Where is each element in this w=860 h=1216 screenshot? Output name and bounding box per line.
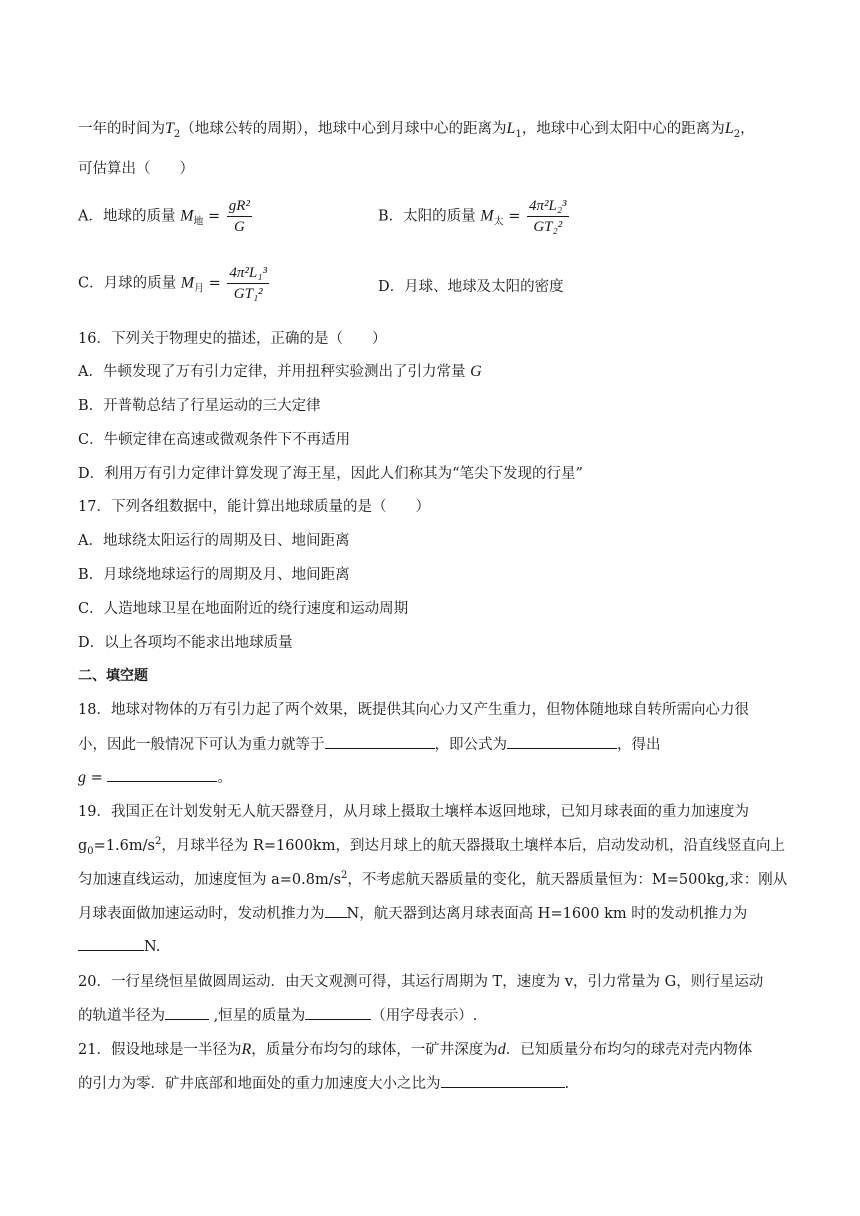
q15-text: ，地球中心到太阳中心的距离为 (521, 121, 725, 137)
q18-text: ，即公式为 (434, 737, 507, 753)
q19-text: ，月球半径为 R=1600km，到达月球上的航天器摄取土壤样本后，启动发动机，沿直线竖直向上 (161, 838, 785, 854)
answer-blank[interactable] (78, 936, 144, 951)
q19-sup: 2 (154, 836, 162, 848)
var-M-sub: 地 (193, 216, 204, 228)
answer-blank[interactable] (507, 734, 617, 749)
q19-text: =1.6m/s (93, 838, 155, 854)
q21-text: 21．假设地球是一半径为 (78, 1042, 242, 1058)
fraction-denominator: GT₂² (533, 219, 563, 235)
answer-blank[interactable] (325, 903, 347, 918)
q18-line3 (78, 766, 232, 787)
q19-line2 (78, 834, 785, 857)
option-label: A．地球的质量 (78, 208, 176, 225)
q21-line2 (78, 1072, 569, 1093)
var-G: G (470, 363, 482, 380)
q15-option-b: B．太阳的质量 $M_太$ = $\frac{\text{4π²L₂³}}{\text{GT₂²}}$ (378, 198, 567, 235)
var-M-sub: 太 (493, 216, 504, 228)
q21-text: ，质量分布均匀的球体，一矿井深度为 (251, 1042, 498, 1058)
q19-text: 月球表面做加速运动时，发动机推力为 (78, 906, 325, 922)
q16-option-a (78, 360, 482, 381)
answer-blank[interactable] (325, 734, 435, 749)
fraction-denominator: G (233, 219, 245, 235)
q20-text: 的轨道半径为 (78, 1008, 165, 1024)
q15-option-d: D．月球、地球及太阳的密度 (378, 279, 564, 295)
var-R: R (241, 1041, 252, 1058)
q20-text: （用字母表示）. (371, 1008, 478, 1024)
q19-text: 匀加速直线运动，加速度恒为 a=0.8m/s (78, 872, 342, 888)
q15-text: （地球公转的周期），地球中心到月球中心的距离为 (180, 121, 507, 137)
q19-line4 (78, 902, 747, 923)
q16-option-c: C．牛顿定律在高速或微观条件下不再适用 (78, 432, 351, 448)
var-L-sub: 1 (515, 128, 522, 140)
var-M-sub: 月 (194, 283, 205, 295)
answer-blank[interactable] (107, 767, 217, 782)
var-g: g (78, 769, 86, 786)
fraction-numerator: gR² (227, 197, 252, 217)
q16-option-d: D．利用万有引力定律计算发现了海王星，因此人们称其为“笔尖下发现的行星” (78, 466, 583, 482)
q20-line2 (78, 1004, 477, 1025)
answer-blank[interactable] (305, 1005, 371, 1020)
option-text: A．牛顿发现了万有引力定律，并用扭秤实验测出了引力常量 (78, 364, 466, 380)
fraction (527, 197, 569, 236)
q17-option-c: C．人造地球卫星在地面附近的绕行速度和运动周期 (78, 601, 409, 617)
q15-line2: 可估算出（ ） (78, 161, 194, 177)
q20-text: ,恒星的质量为 (209, 1008, 306, 1024)
q21-text: ．已知质量分布均匀的球壳对壳内物体 (505, 1042, 753, 1058)
q19-sup: 2 (341, 870, 348, 882)
option-label: B．太阳的质量 (378, 208, 476, 225)
var-T-sub: 2 (173, 128, 181, 140)
answer-blank[interactable] (165, 1005, 209, 1020)
q19-line3 (78, 868, 787, 889)
q21-text: 的引力为零．矿井底部和地面处的重力加速度大小之比为 (78, 1076, 441, 1092)
fraction-denominator: GT₁² (233, 286, 263, 302)
q17-option-b: B．月球绕地球运行的周期及月、地间距离 (78, 567, 350, 583)
q21-text: . (564, 1076, 570, 1092)
q18-line1: 18．地球对物体的万有引力起了两个效果，既提供其向心力又产生重力，但物体随地球自转所需向心力很 (78, 702, 749, 718)
var-M: M (180, 274, 195, 292)
q19-line5 (78, 936, 160, 955)
var-d: d (497, 1041, 506, 1058)
fraction-numerator: 4π²L₂³ (527, 197, 569, 217)
q16-stem: 16．下列关于物理史的描述，正确的是（ ） (78, 331, 387, 347)
option-label: C．月球的质量 (78, 275, 177, 292)
q21-line1 (78, 1038, 752, 1059)
var-M: M (180, 207, 194, 225)
var-M: M (480, 207, 494, 225)
q15-text: 一年的时间为 (78, 121, 165, 137)
fraction (227, 197, 252, 236)
var-L: L (724, 120, 734, 137)
q19-text: N. (144, 939, 161, 955)
fraction-numerator: 4π²L₁³ (227, 264, 269, 284)
fraction (227, 264, 269, 303)
q16-option-b: B．开普勒总结了行星运动的三大定律 (78, 398, 321, 414)
q17-option-a: A．地球绕太阳运行的周期及日、地间距离 (78, 533, 350, 549)
q17-option-d: D．以上各项均不能求出地球质量 (78, 635, 293, 651)
q15-line1 (78, 117, 755, 140)
q19-text: ，不考虑航天器质量的变化，航天器质量恒为：M=500kg,求：刚从 (347, 872, 788, 888)
q17-stem: 17．下列各组数据中，能计算出地球质量的是（ ） (78, 499, 430, 515)
q19-sub: 0 (87, 845, 94, 857)
q18-text: 小，因此一般情况下可认为重力就等于 (78, 737, 325, 753)
q18-text: 。 (217, 770, 232, 786)
q18-line2 (78, 733, 661, 754)
q18-text: ，得出 (617, 737, 661, 753)
q20-line1: 20．一行星绕恒星做圆周运动．由天文观测可得，其运行周期为 T，速度为 v，引力常量为 G，则行星运动 (78, 974, 764, 990)
section-heading: 二、填空题 (78, 668, 148, 684)
var-L-sub: 2 (733, 128, 741, 140)
answer-blank[interactable] (441, 1073, 565, 1088)
q15-text: ， (740, 121, 755, 137)
q15-option-c: C．月球的质量 $M_月$ = $\frac{\text{4π²L₁³}}{\text{GT₁²}}$ (78, 265, 267, 302)
var-L: L (506, 120, 516, 137)
q18-text: = (86, 770, 103, 786)
q19-text: N，航天器到达离月球表面高 H=1600 km 时的发动机推力为 (346, 906, 748, 922)
q19-line1: 19．我国正在计划发射无人航天器登月，从月球上摄取土壤样本返回地球，已知月球表面的重力加速度为 (78, 804, 749, 820)
q19-text: g (78, 838, 88, 854)
var-T: T (165, 120, 174, 137)
q15-option-a: A．地球的质量 $M_地$ = $\frac{\text{gR²}}{G}$ (78, 198, 250, 235)
